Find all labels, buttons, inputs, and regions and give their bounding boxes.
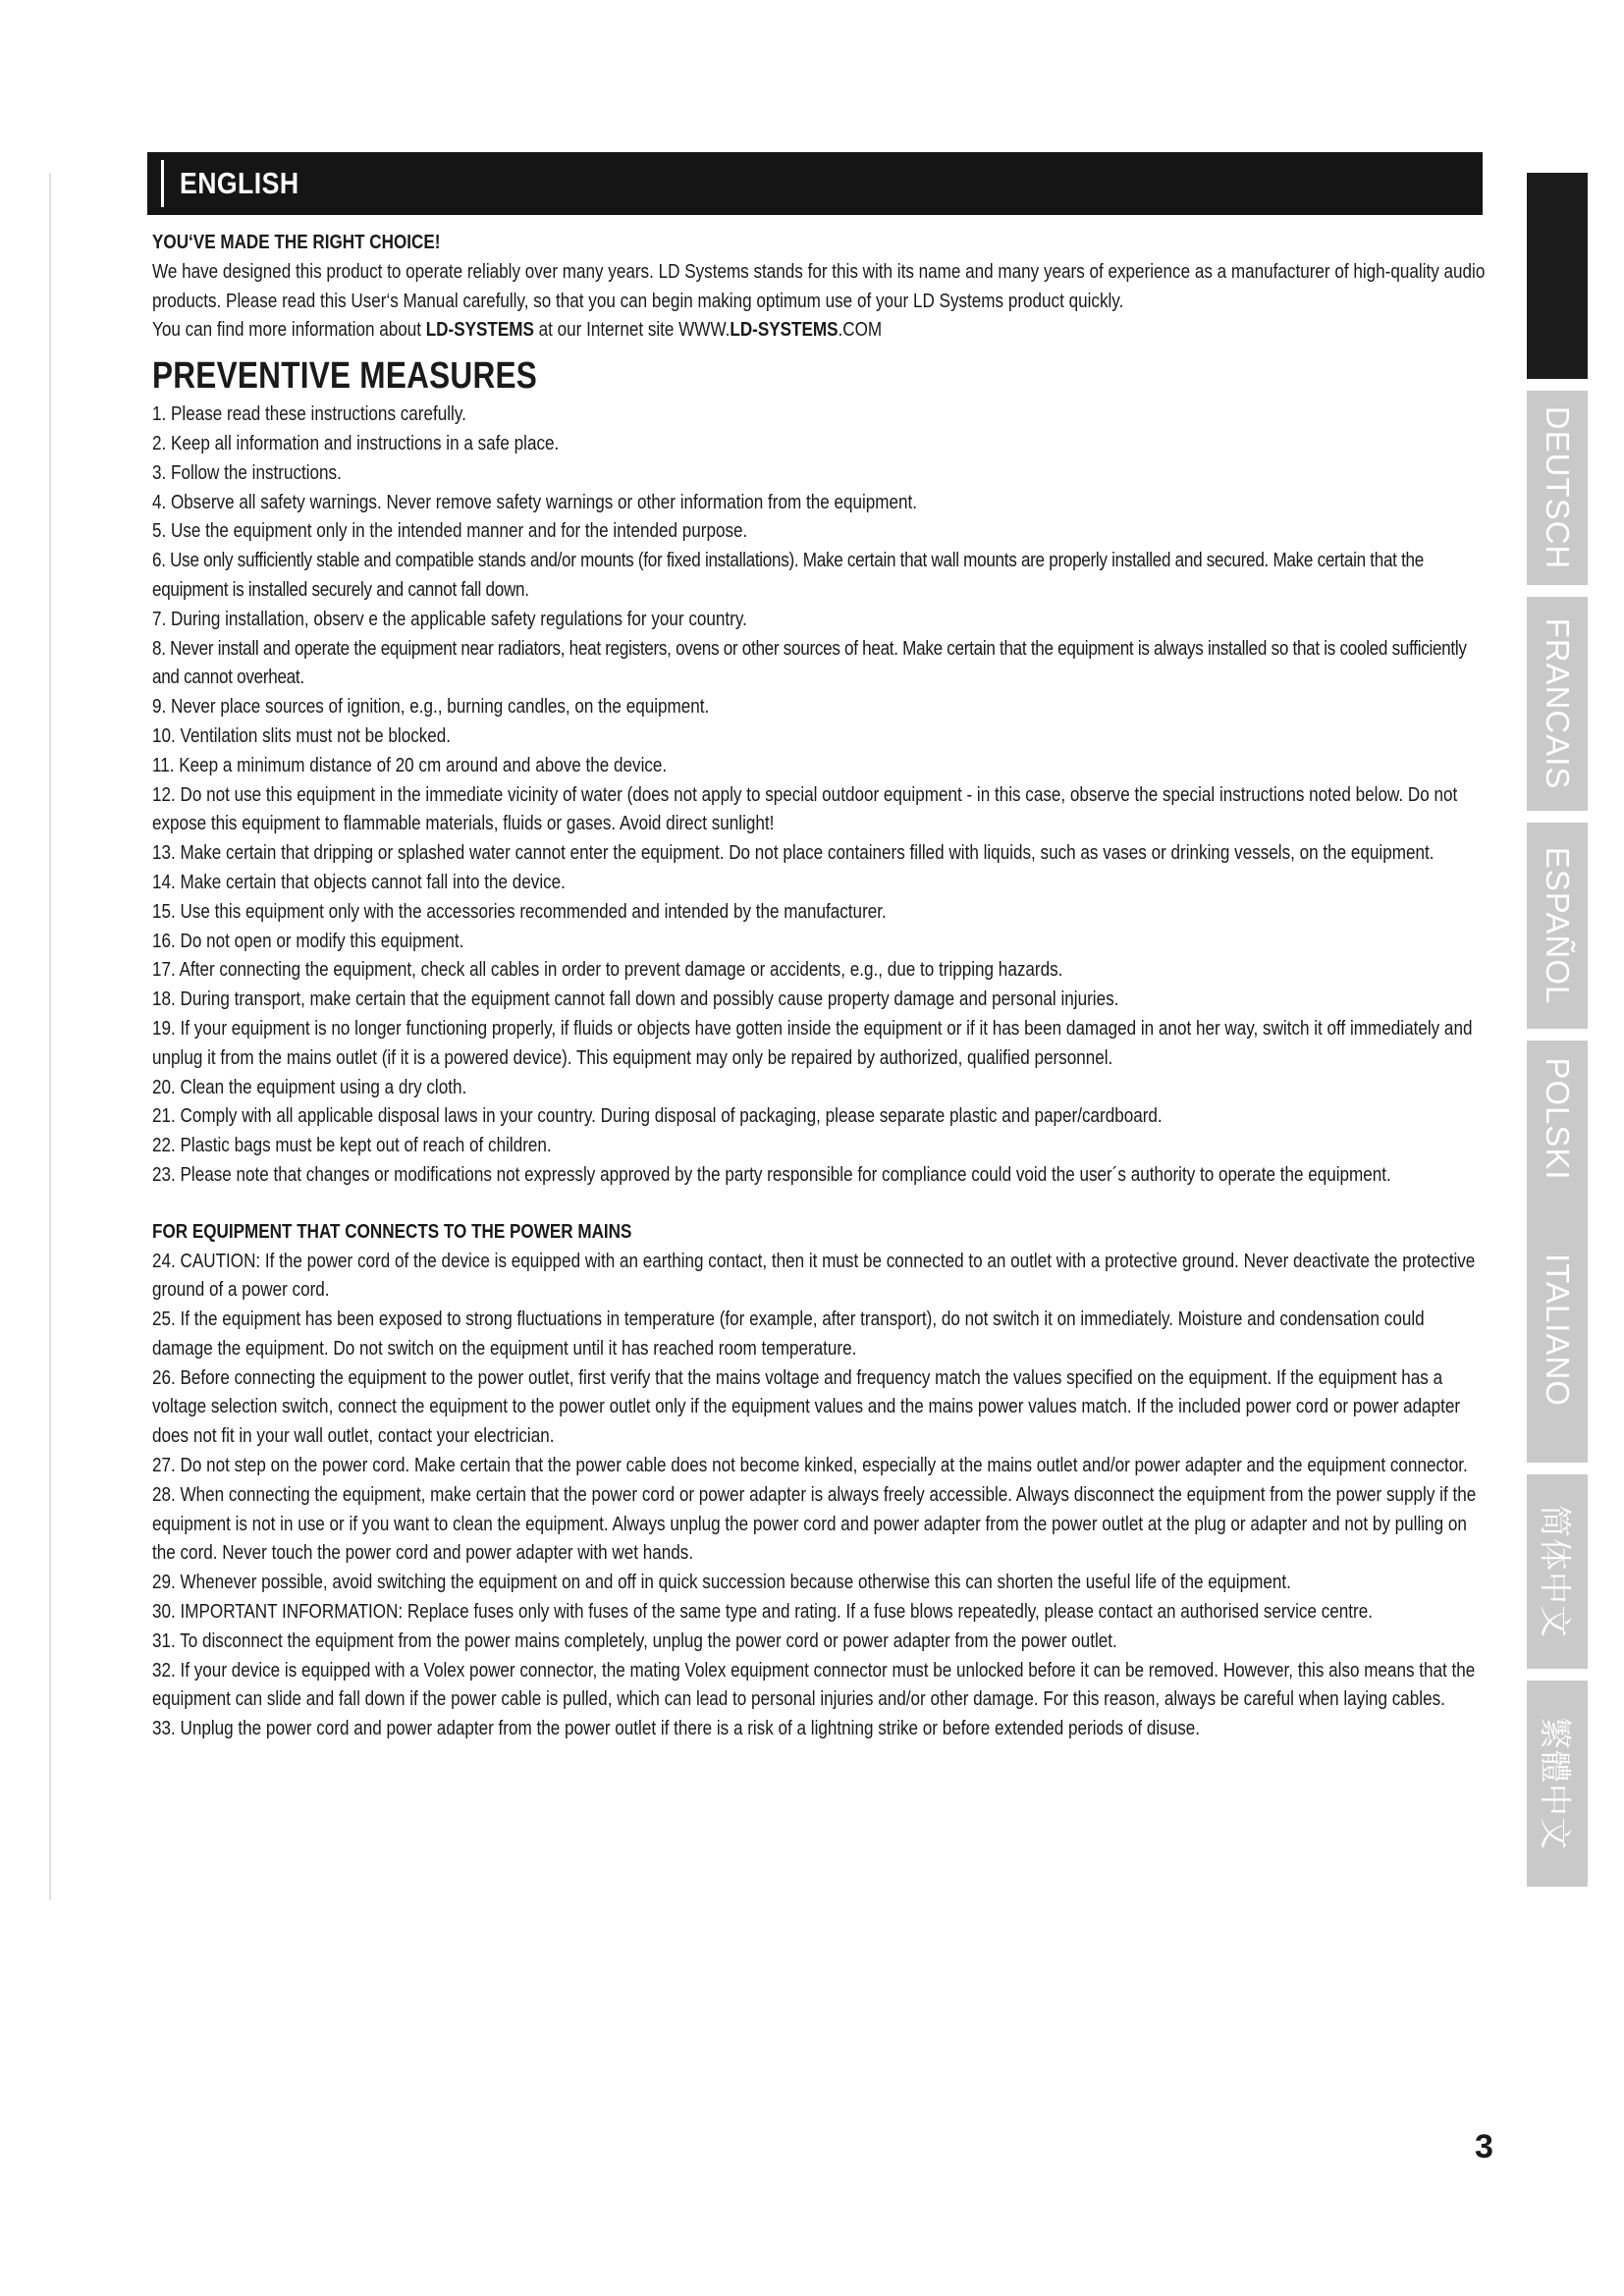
tab-francais[interactable]	[1527, 597, 1588, 811]
tab-label: 简体中文	[1537, 1505, 1574, 1638]
list-item: 11. Keep a minimum distance of 20 cm around and above the device.	[152, 753, 668, 776]
preventive-title: PREVENTIVE MEASURES	[152, 355, 538, 398]
info-middle: at our Internet site WWW.	[533, 318, 731, 342]
tab-label: DEUTSCH	[1540, 405, 1576, 570]
list-item: 22. Plastic bags must be kept out of reach of children.	[152, 1134, 552, 1157]
list-item: 9. Never place sources of ignition, e.g., burning candles, on the equipment.	[152, 695, 710, 719]
preventive-list	[152, 400, 1489, 1190]
list-item: 28. When connecting the equipment, make certain that the power cord or power adapter is always freely accessible. Always disconnect the equipment from the power supply if the equipment is not in use or if you want to clean the equipment. Always unplug the power cord and power adapter from the power outlet at the plug or adapter and not by pulling on the cord. Never touch the power cord and power adapter with wet hands.	[152, 1482, 1477, 1565]
info-prefix: You can find more information about	[152, 318, 426, 342]
list-item: 18. During transport, make certain that the equipment cannot fall down and possibly cause property damage and personal injuries.	[152, 988, 1119, 1011]
list-item: 2. Keep all information and instructions in a safe place.	[152, 431, 560, 454]
list-item: 7. During installation, observ e the applicable safety regulations for your country.	[152, 607, 747, 630]
content-column	[152, 228, 1489, 1743]
list-item: 32. If your device is equipped with a Volex power connector, the mating Volex equipment connector must be unlocked before it can be removed. However, this also means that the equipment can slide and fall down if the power cable is pulled, which can lead to personal injuries and/or other damage. For this reason, always be careful when laying cables.	[152, 1658, 1476, 1711]
tab-label: POLSKI	[1540, 1057, 1576, 1181]
list-item: 10. Ventilation slits must not be blocked.	[152, 723, 452, 747]
list-item: 15. Use this equipment only with the accessories recommended and intended by the manufacturer.	[152, 899, 887, 923]
list-item: 19. If your equipment is no longer functioning properly, if fluids or objects have gotten inside the equipment or if it has been damaged in anot her way, switch it off immediately and unplug it from the mains outlet (if it is a powered device). This equipment may only be repaired by authorized, qualified personnel.	[152, 1016, 1473, 1069]
list-item: 16. Do not open or modify this equipment.	[152, 929, 464, 952]
tab-polski[interactable]	[1527, 1041, 1588, 1198]
header-accent	[161, 160, 1480, 207]
list-item: 31. To disconnect the equipment from the power mains completely, unplug the power cord or power adapter from the power outlet.	[152, 1629, 1117, 1652]
tab-simplified-chinese[interactable]	[1527, 1474, 1588, 1669]
list-item: 6. Use only sufficiently stable and compatible stands and/or mounts (for fixed installations). Make certain that wall mounts are properly installed and secured. Make certain that the equipment is installed securely and cannot fall down.	[152, 549, 1424, 601]
list-item: 33. Unplug the power cord and power adapter from the power outlet if there is a risk of a lightning strike or before extended periods of disuse.	[152, 1717, 1201, 1740]
info-url-bold: LD-SYSTEMS	[730, 318, 839, 342]
intro-paragraph: We have designed this product to operate reliably over many years. LD Systems stands for this with its name and many years of experience as a manufacturer of high-quality audio products. Please read this User‘s Manual carefully, so that you can begin making optimum use of your LD Systems product quickly.	[152, 259, 1486, 312]
list-item: 29. Whenever possible, avoid switching the equipment on and off in quick succession because otherwise this can shorten the useful life of the equipment.	[152, 1571, 1291, 1594]
page-number: 3	[1475, 2128, 1493, 2165]
mains-heading: FOR EQUIPMENT THAT CONNECTS TO THE POWER MAINS	[152, 1219, 632, 1243]
tab-deutsch[interactable]	[1527, 391, 1588, 585]
list-item: 8. Never install and operate the equipment near radiators, heat registers, ovens or other sources of heat. Make certain that the equipment is always installed so that is cooled sufficiently and cannot overheat.	[152, 636, 1467, 689]
tab-english[interactable]	[1527, 173, 1588, 379]
tab-label: FRANCAIS	[1540, 617, 1576, 790]
list-item: 5. Use the equipment only in the intended manner and for the intended purpose.	[152, 519, 748, 543]
tab-espanol[interactable]	[1527, 823, 1588, 1029]
tab-label: 繁體中文	[1537, 1717, 1574, 1850]
mains-list	[152, 1247, 1489, 1744]
tab-traditional-chinese[interactable]	[1527, 1681, 1588, 1887]
list-item: 12. Do not use this equipment in the immediate vicinity of water (does not apply to special outdoor equipment - in this case, observe the special instructions noted below. Do not expose this equipment to flammable materials, fluids or gases. Avoid direct sunlight!	[152, 782, 1458, 835]
list-item: 4. Observe all safety warnings. Never remove safety warnings or other information from the equipment.	[152, 490, 918, 513]
manual-content	[152, 228, 1488, 1743]
list-item: 3. Follow the instructions.	[152, 460, 342, 484]
section-header-bar	[147, 152, 1483, 215]
list-item: 25. If the equipment has been exposed to strong fluctuations in temperature (for example, after transport), do not switch it on immediately. Moisture and condensation could damage the equipment. Do not switch on the equipment until it has reached room temperature.	[152, 1308, 1425, 1360]
margin-rule	[49, 173, 51, 1900]
info-brand: LD-SYSTEMS	[425, 318, 534, 342]
list-item: 27. Do not step on the power cord. Make certain that the power cable does not become kinked, especially at the mains outlet and/or power adapter and the equipment connector.	[152, 1454, 1468, 1477]
list-item: 21. Comply with all applicable disposal laws in your country. During disposal of packaging, please separate plastic and paper/cardboard.	[152, 1104, 1163, 1128]
list-item: 24. CAUTION: If the power cord of the device is equipped with an earthing contact, then it must be connected to an outlet with a protective ground. Never deactivate the protective ground of a power cord.	[152, 1249, 1476, 1302]
section-header-title: ENGLISH	[180, 166, 299, 200]
list-item: 26. Before connecting the equipment to the power outlet, first verify that the mains voltage and frequency match the values specified on the equipment. If the equipment has a voltage selection switch, connect the equipment to the power outlet only if the equipment values and the mains power values match. If the included power cord or power adapter does not fit in your wall outlet, contact your electrician.	[152, 1365, 1461, 1448]
list-item: 20. Clean the equipment using a dry cloth.	[152, 1075, 467, 1098]
tab-label: ITALIANO	[1540, 1254, 1576, 1407]
tab-label: ESPAÑOL	[1540, 846, 1576, 1005]
info-line	[152, 315, 1489, 345]
list-item: 1. Please read these instructions carefully.	[152, 402, 466, 426]
intro-heading: YOU‘VE MADE THE RIGHT CHOICE!	[152, 231, 441, 253]
list-item: 17. After connecting the equipment, check all cables in order to prevent damage or accidents, e.g., due to tripping hazards.	[152, 958, 1063, 982]
list-item: 30. IMPORTANT INFORMATION: Replace fuses only with fuses of the same type and rating. If a fuse blows repeatedly, please contact an authorised service centre.	[152, 1600, 1373, 1624]
list-item: 14. Make certain that objects cannot fall into the device.	[152, 870, 566, 893]
list-item: 13. Make certain that dripping or splashed water cannot enter the equipment. Do not place containers filled with liquids, such as vases or drinking vessels, on the equipment.	[152, 841, 1435, 865]
list-item: 23. Please note that changes or modifications not expressly approved by the party responsible for compliance could void the user´s authority to operate the equipment.	[152, 1162, 1391, 1186]
tab-italiano[interactable]	[1527, 1198, 1588, 1463]
info-url-end: .COM	[838, 318, 883, 342]
